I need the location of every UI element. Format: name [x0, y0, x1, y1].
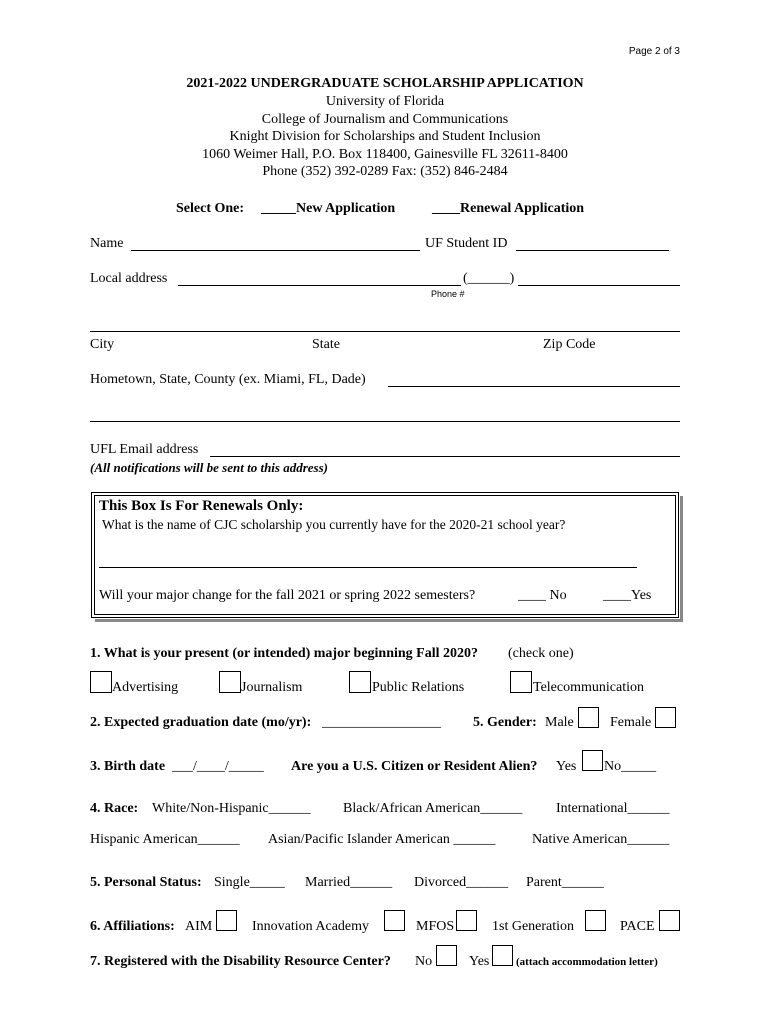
status-married-option[interactable]: Married______	[305, 875, 393, 890]
name-label: Name	[90, 236, 124, 251]
race-hispanic-option[interactable]: Hispanic American______	[90, 832, 240, 847]
header-phone-fax: Phone (352) 392-0289 Fax: (352) 846-2484	[262, 164, 508, 179]
renewal-application-option[interactable]: ____Renewal Application	[432, 201, 585, 216]
graduation-date-label: 2. Expected graduation date (mo/yr):	[90, 715, 312, 730]
disability-no-label: No	[415, 954, 433, 969]
pace-checkbox[interactable]	[659, 910, 680, 931]
race-international-option[interactable]: International______	[556, 801, 670, 816]
first-generation-checkbox[interactable]	[585, 910, 606, 931]
accommodation-note: (attach accommodation letter)	[516, 956, 658, 968]
innovation-academy-checkbox[interactable]	[384, 910, 405, 931]
birth-date-label: 3. Birth date	[90, 759, 166, 774]
journalism-label: Journalism	[241, 680, 303, 695]
first-generation-label: 1st Generation	[492, 919, 575, 934]
new-application-option[interactable]: _____New Application	[261, 201, 396, 216]
city-label: City	[90, 337, 115, 352]
race-label: 4. Race:	[90, 801, 139, 816]
name-input[interactable]	[131, 250, 420, 251]
telecommunication-label: Telecommunication	[533, 680, 644, 695]
select-one-label: Select One:	[176, 201, 245, 216]
disability-yes-checkbox[interactable]	[492, 945, 513, 966]
phone-input[interactable]	[518, 285, 680, 286]
female-checkbox[interactable]	[655, 707, 676, 728]
status-single-option[interactable]: Single_____	[214, 875, 285, 890]
phone-caption: Phone #	[431, 289, 465, 299]
form-title: 2021-2022 UNDERGRADUATE SCHOLARSHIP APPLICATION	[186, 76, 584, 91]
aim-checkbox[interactable]	[216, 910, 237, 931]
renewal-scholarship-question: What is the name of CJC scholarship you currently have for the 2020-21 school year?	[102, 517, 566, 532]
male-label: Male	[545, 715, 574, 730]
city-state-zip-input[interactable]	[90, 331, 680, 332]
uf-student-id-input[interactable]	[516, 250, 669, 251]
email-input[interactable]	[210, 456, 680, 457]
affiliations-label: 6. Affiliations:	[90, 919, 175, 934]
advertising-checkbox[interactable]	[90, 671, 112, 693]
birth-date-input[interactable]: ___/____/_____	[172, 759, 264, 774]
email-note: (All notifications will be sent to this address)	[90, 460, 328, 475]
zip-code-label: Zip Code	[543, 337, 596, 352]
citizen-question: Are you a U.S. Citizen or Resident Alien?	[291, 759, 538, 774]
journalism-checkbox[interactable]	[219, 671, 241, 693]
gender-label: 5. Gender:	[473, 715, 537, 730]
citizen-yes-label: Yes	[556, 759, 577, 774]
advertising-label: Advertising	[112, 680, 179, 695]
major-change-no[interactable]: ____ No	[518, 588, 567, 603]
citizen-yes-checkbox[interactable]	[582, 750, 603, 771]
major-change-question: Will your major change for the fall 2021 or spring 2022 semesters?	[99, 588, 476, 603]
header-address: 1060 Weimer Hall, P.O. Box 118400, Gainesville FL 32611-8400	[202, 147, 568, 162]
race-asian-option[interactable]: Asian/Pacific Islander American ______	[268, 832, 496, 847]
race-white-option[interactable]: White/Non-Hispanic______	[152, 801, 311, 816]
mfos-label: MFOS	[416, 919, 455, 934]
personal-status-label: 5. Personal Status:	[90, 875, 202, 890]
male-checkbox[interactable]	[578, 707, 599, 728]
major-change-yes[interactable]: ____Yes	[603, 588, 652, 603]
email-label: UFL Email address	[90, 442, 199, 457]
pace-label: PACE	[620, 919, 655, 934]
disability-yes-label: Yes	[469, 954, 490, 969]
major-question-hint: (check one)	[508, 646, 574, 661]
hometown-input-continued[interactable]	[90, 421, 680, 422]
renewal-scholarship-input[interactable]	[99, 567, 637, 568]
local-address-label: Local address	[90, 271, 168, 286]
mfos-checkbox[interactable]	[456, 910, 477, 931]
aim-label: AIM	[185, 919, 213, 934]
major-question: 1. What is your present (or intended) major beginning Fall 2020?	[90, 646, 479, 661]
race-black-option[interactable]: Black/African American______	[343, 801, 523, 816]
status-divorced-option[interactable]: Divorced______	[414, 875, 509, 890]
disability-question: 7. Registered with the Disability Resource Center?	[90, 954, 391, 969]
header-division: Knight Division for Scholarships and Student Inclusion	[229, 129, 541, 144]
page-number: Page 2 of 3	[628, 46, 680, 57]
status-parent-option[interactable]: Parent______	[526, 875, 604, 890]
female-label: Female	[610, 715, 652, 730]
public-relations-label: Public Relations	[372, 680, 465, 695]
state-label: State	[312, 337, 340, 352]
header-college: College of Journalism and Communications	[261, 112, 509, 127]
phone-area-code[interactable]: (______)	[463, 271, 515, 286]
header-university: University of Florida	[325, 94, 445, 109]
innovation-academy-label: Innovation Academy	[252, 919, 370, 934]
graduation-date-input[interactable]: _________________	[322, 715, 441, 730]
local-address-input[interactable]	[178, 285, 461, 286]
telecommunication-checkbox[interactable]	[510, 671, 532, 693]
race-native-option[interactable]: Native American______	[532, 832, 670, 847]
renewal-box-title: This Box Is For Renewals Only:	[99, 498, 304, 514]
public-relations-checkbox[interactable]	[349, 671, 371, 693]
hometown-label: Hometown, State, County (ex. Miami, FL, Dade)	[90, 372, 366, 387]
disability-no-checkbox[interactable]	[436, 945, 457, 966]
citizen-no-option[interactable]: No_____	[604, 759, 657, 774]
uf-student-id-label: UF Student ID	[425, 236, 508, 251]
hometown-input[interactable]	[388, 386, 680, 387]
